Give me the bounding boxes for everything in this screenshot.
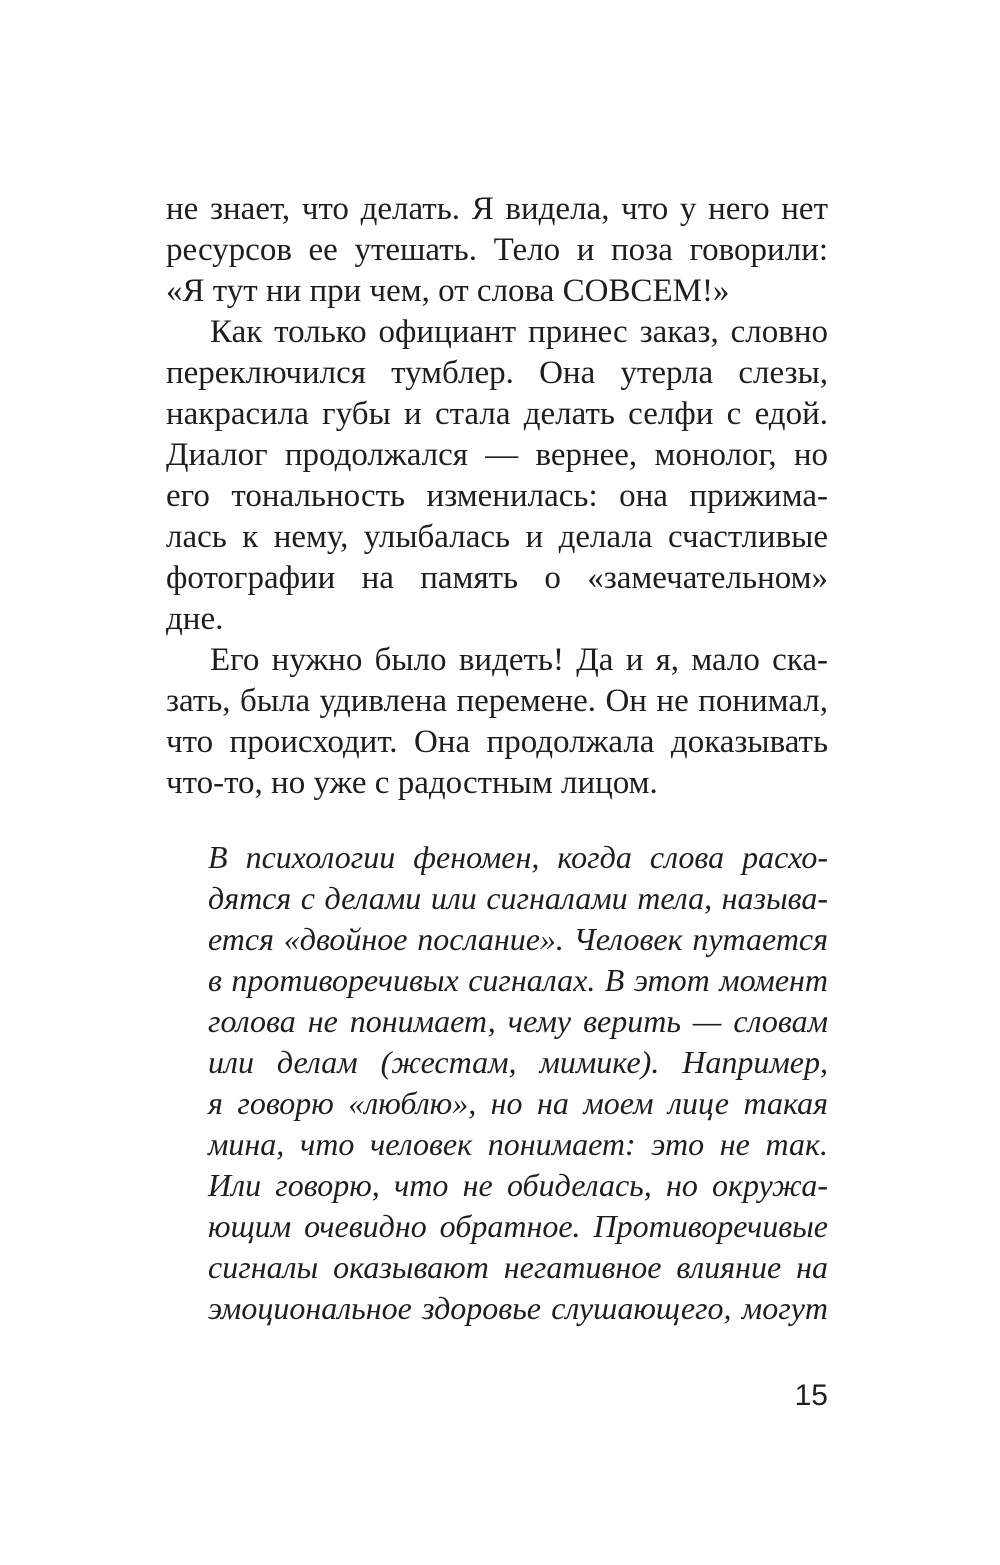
- body-line: фотографии на память о «замечательном»: [166, 560, 828, 596]
- body-line: дне.: [166, 601, 224, 637]
- note-line: или делам (жестам, мимике). Например,: [208, 1044, 828, 1080]
- note-line: В психологии феномен, когда слова расхо-: [208, 839, 828, 875]
- note-line: голова не понимает, чему верить — словам: [208, 1003, 828, 1039]
- body-line: Как только официант принес заказ, словно: [210, 314, 828, 350]
- note-line: мина, что человек понимает: это не так.: [208, 1126, 828, 1162]
- body-line: «Я тут ни при чем, от слова СОВСЕМ!»: [166, 273, 730, 309]
- body-line: лась к нему, улыбалась и делала счастливые: [166, 519, 828, 555]
- body-line: переключился тумблер. Она утерла слезы,: [166, 355, 828, 391]
- note-line: Или говорю, что не обиделась, но окружа-: [208, 1167, 828, 1203]
- note-line: эмоциональное здоровье слушающего, могут: [208, 1290, 828, 1326]
- page-number: 15: [794, 1379, 828, 1412]
- note-line: сигналы оказывают негативное влияние на: [208, 1249, 828, 1285]
- body-line: накрасила губы и стала делать селфи с едой.: [166, 396, 828, 432]
- body-line: что происходит. Она продолжала доказывать: [166, 724, 828, 760]
- note-line: ется «двойное послание». Человек путается: [208, 921, 828, 957]
- body-line: Его нужно было видеть! Да и я, мало ска-: [210, 642, 828, 678]
- body-line: ресурсов ее утешать. Тело и поза говорили:: [166, 232, 828, 268]
- body-line: что-то, но уже с радостным лицом.: [166, 765, 658, 801]
- note-line: в противоречивых сигналах. В этот момент: [208, 962, 828, 998]
- note-line: ющим очевидно обратное. Противоречивые: [208, 1208, 828, 1244]
- body-line: зать, была удивлена перемене. Он не понимал,: [166, 683, 828, 719]
- body-line: не знает, что делать. Я видела, что у него нет: [166, 191, 828, 227]
- body-line: Диалог продолжался — вернее, монолог, но: [166, 437, 828, 473]
- note-line: я говорю «люблю», но на моем лице такая: [208, 1085, 828, 1121]
- body-line: его тональность изменилась: она прижима-: [166, 478, 828, 514]
- note-line: дятся с делами или сигналами тела, называ-: [208, 880, 828, 916]
